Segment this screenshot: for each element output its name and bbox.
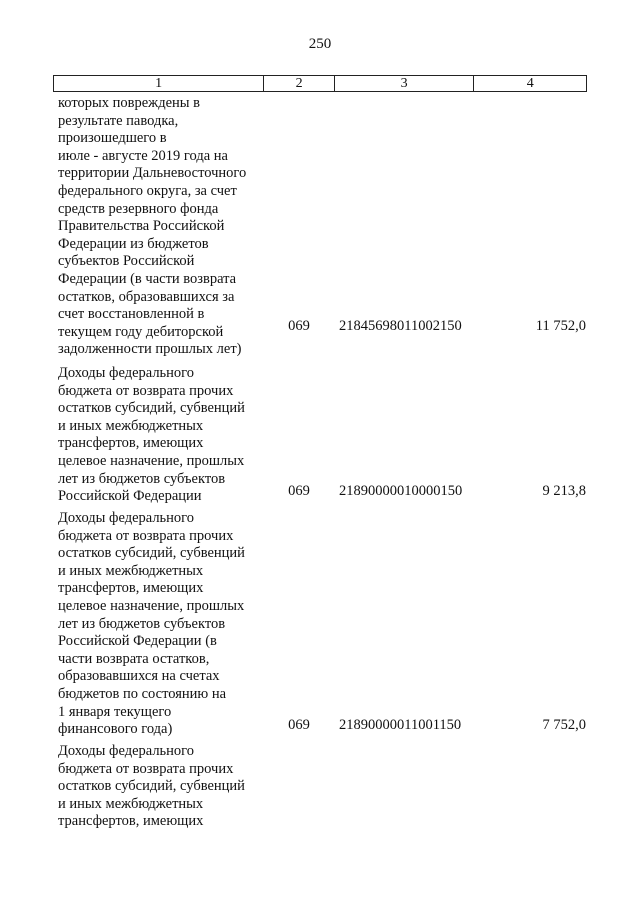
- header-col-4: 4: [526, 76, 534, 91]
- row-amount: 7 752,0: [542, 717, 586, 733]
- table-header: [53, 75, 587, 92]
- row-budget-code: 21890000010000150: [339, 483, 463, 499]
- header-col-1: 1: [54, 76, 264, 91]
- row-description: которых повреждены в результате паводка, произошедшего в июле - августе 2019 года на территории Дальневосточного федерального округа, за счет средств резервного фонда Правительства Российской Федерации из бюджетов субъектов Российской Федерации (в части возврата остатков, образовавшихся за счет восстановленной в текущем году дебиторской задолженности прошлых лет): [58, 95, 247, 358]
- row-amount: 9 213,8: [542, 483, 586, 499]
- row-admin-code: 069: [288, 717, 310, 733]
- row-description: Доходы федерального бюджета от возврата прочих остатков субсидий, субвенций и иных межбюджетных трансфертов, имеющих: [58, 743, 245, 830]
- page-number: 250: [308, 36, 332, 52]
- row-admin-code: 069: [288, 318, 310, 334]
- header-col-2: 2: [264, 76, 335, 91]
- row-admin-code: 069: [288, 483, 310, 499]
- row-description: Доходы федерального бюджета от возврата прочих остатков субсидий, субвенций и иных межбюджетных трансфертов, имеющих целевое назначение, прошлых лет из бюджетов субъектов Российской Федерации: [58, 365, 245, 505]
- header-col-3: 3: [335, 76, 474, 91]
- row-description: Доходы федерального бюджета от возврата прочих остатков субсидий, субвенций и иных межбюджетных трансфертов, имеющих целевое назначение, прошлых лет из бюджетов субъектов Российской Федерации (в части возврата остатков, образовавшихся на счетах бюджетов по состоянию на 1 января текущего финансового года): [58, 510, 245, 738]
- row-budget-code: 21845698011002150: [339, 318, 462, 334]
- row-budget-code: 21890000011001150: [339, 717, 462, 733]
- row-amount: 11 752,0: [535, 318, 586, 334]
